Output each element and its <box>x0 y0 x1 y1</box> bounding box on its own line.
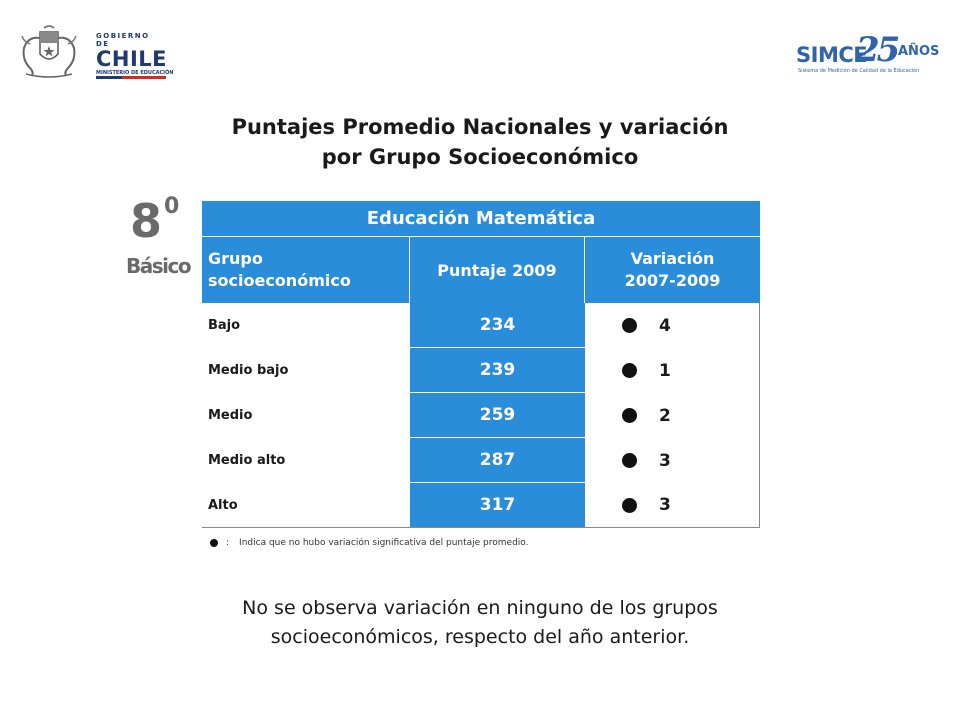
table-row <box>202 483 760 528</box>
variation-cell <box>585 393 760 438</box>
grade-number: 8 <box>130 194 163 248</box>
simce-anos-label: AÑOS <box>898 44 940 59</box>
score-cell: 287 <box>410 438 585 483</box>
column-header-group-line1: Grupo <box>208 249 263 268</box>
table-row <box>202 348 760 393</box>
simce-wordmark: SIMCE <box>796 43 868 67</box>
column-header-variation-line1: Variación <box>630 249 715 268</box>
group-cell: Bajo <box>202 303 410 348</box>
column-header-variation <box>585 237 760 303</box>
score-cell: 239 <box>410 348 585 393</box>
column-header-score: Puntaje 2009 <box>410 237 585 303</box>
group-cell: Medio bajo <box>202 348 410 393</box>
table-row <box>202 393 760 438</box>
table-row <box>202 438 760 483</box>
variation-value: 3 <box>659 450 671 471</box>
variation-value: 4 <box>659 315 671 336</box>
group-cell: Medio <box>202 393 410 438</box>
ministerio-label: MINISTERIO DE EDUCACIÓN <box>96 70 174 76</box>
no-significant-change-icon <box>210 539 218 547</box>
grade-superscript: 0 <box>164 194 180 219</box>
column-header-group <box>202 237 410 303</box>
no-significant-change-icon <box>622 318 637 333</box>
table-column-headers <box>202 237 760 303</box>
no-significant-change-icon <box>622 498 637 513</box>
table-subject-header: Educación Matemática <box>202 201 760 237</box>
variation-value: 3 <box>659 495 671 515</box>
score-cell: 259 <box>410 393 585 438</box>
group-cell: Medio alto <box>202 438 410 483</box>
simce-25-anos-logo <box>792 30 942 78</box>
page-title-line2: por Grupo Socioeconómico <box>321 145 639 169</box>
score-cell: 317 <box>410 483 585 528</box>
variation-cell <box>585 483 760 528</box>
variation-cell <box>585 303 760 348</box>
table-legend <box>210 538 529 548</box>
no-significant-change-icon <box>622 363 637 378</box>
page-title <box>0 112 960 172</box>
gobierno-label: GOBIERNO DE <box>96 32 150 48</box>
chile-label: CHILE <box>96 47 168 71</box>
variation-cell <box>585 438 760 483</box>
page-title-line1: Puntajes Promedio Nacionales y variación <box>231 115 729 139</box>
conclusion-line2: socioeconómicos, respecto del año anterior. <box>270 626 690 648</box>
chile-coat-of-arms-icon <box>16 24 82 80</box>
variation-cell <box>585 348 760 393</box>
variation-value: 2 <box>659 405 671 426</box>
grade-badge <box>126 194 206 284</box>
table-row <box>202 303 760 348</box>
conclusion-line1: No se observa variación en ninguno de los grupos <box>242 597 718 619</box>
gobierno-de-chile-logo <box>16 24 174 80</box>
scores-table <box>202 201 760 528</box>
flag-bar <box>96 64 166 67</box>
simce-25-number: 25 <box>856 30 898 70</box>
variation-value: 1 <box>659 360 671 381</box>
simce-subtitle: Sistema de Medición de Calidad de la Educación <box>798 68 920 74</box>
no-significant-change-icon <box>622 408 637 423</box>
column-header-variation-line2: 2007-2009 <box>624 271 721 290</box>
legend-text: Indica que no hubo variación significativa del puntaje promedio. <box>239 538 529 548</box>
conclusion-note <box>0 594 960 652</box>
legend-colon: : <box>226 538 230 548</box>
grade-level: Básico <box>126 254 191 278</box>
score-cell: 234 <box>410 303 585 348</box>
column-header-group-line2: socioeconómico <box>208 271 351 290</box>
no-significant-change-icon <box>622 453 637 468</box>
group-cell: Alto <box>202 483 410 528</box>
